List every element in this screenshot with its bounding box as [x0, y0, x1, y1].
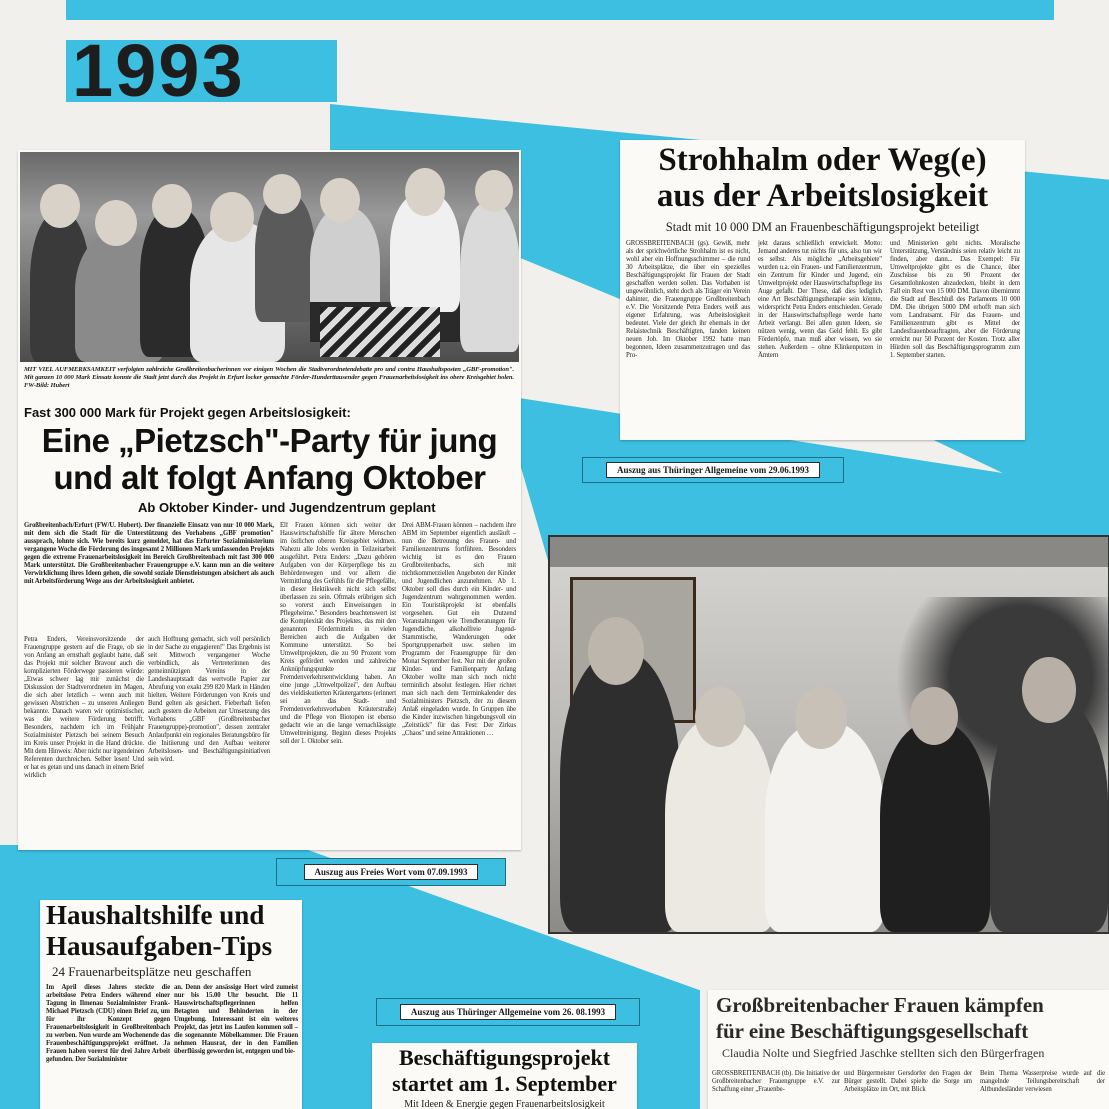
- source-freies-wort: Auszug aus Freies Wort vom 07.09.1993: [276, 858, 506, 886]
- source-thueringer-allgemeine-june: Auszug aus Thüringer Allgemeine vom 29.06.1993: [582, 457, 844, 483]
- headline: [372, 1045, 637, 1097]
- headline-line-1: Eine „Pietzsch"-Party für jung: [41, 422, 498, 459]
- kicker: Fast 300 000 Mark für Projekt gegen Arbeitslosigkeit:: [24, 405, 351, 420]
- text-column-1: Petra Enders, Vereinsvorsitzende der Frauengruppe gestern auf die Frage, ob sie von Anfang an ernsthaft geglaubt hatte, daß das Projekt mit solcher Bravour auch die komplizierten Förderwege passieren würde: „Etwas schwer lag mir zunächst die Diskussion der Stadtverordneten im Magen, die sich aber letztlich – wenn auch mit gewissen Abstrichen – zu unseren Anliegen bekannte. Danach waren wir optimistischer, was die weitere Förderung betrifft. Besonders, nachdem ich im Frühjahr Sozialminister Pietzsch bei seinem Besuch im Kreis unser Projekt in die Hand drückte. Mit dem Hinweis: Aber nicht nur irgendeinen Referenten durchreichen. Selber lesen! Und er hat es getan und uns danach in einem Brief wirklich: [24, 636, 144, 779]
- text-column-4: Drei ABM-Frauen können – nachdem ihre ABM im September eigentlich ausläuft – nun die Betreuung des Frauen- und Familienzentrums fortführen. Besonders wichtig ist es den Frauen Großbreitenbachs, sich mit nichtkommerziellen Angeboten der Kinder und Jugendlichen anzunehmen. Ab 1. Oktober soll dies durch ein Kinder- und Jugendzentrum wahrgenommen werden. Ein Touristikprojekt ist ebenfalls vorgesehen. Gut ein Dutzend Veranstaltungen wie Trendberatungen für Jugendliche, alkoholfreie Jugend-Stammtische, Wanderungen oder Sportgruppenarbeit usw. stehen im Programm der Frauengruppe für den Monat September fest. Nur mit der großen Kinder- und Familienparty Anfang Oktober wollte man sich noch nicht terminlich absolut festlegen. Hier richtet man sich nach dem Terminkalender des Sozialministers Pietzsch, der zu diesem Anlaß eingeladen wurde. In Gruppen übe die Kinder inzwischen hingebungsvoll ein „Zeitstück" für das Fest: Der Zirkus „Chaos" und seine Attraktionen …: [402, 522, 516, 737]
- headline: [46, 900, 302, 962]
- headline-line-1: Strohhalm oder Weg(e): [658, 142, 987, 178]
- text-column-1: GROSSBREITENBACH (tb). Die Initiative der Großbreitenbacher Frauengruppe e.V. zur Schaffung einer „Frauenbe-: [712, 1070, 840, 1093]
- headline-line-1: Beschäftigungsprojekt: [398, 1045, 611, 1070]
- headline-line-2: aus der Arbeitslosigkeit: [656, 178, 989, 214]
- article-gesellschaft: [708, 990, 1109, 1109]
- headline: [716, 992, 1109, 1044]
- photo-women-meeting: [20, 152, 519, 362]
- photo-caption: MIT VIEL AUFMERKSAMKEIT verfolgten zahlreiche Großbreitenbacherinnen vor einigen Wochen die Stadtverordnetendebatte pro und contra Haushaltsposten „GBF-promotion". Mit ganzen 10 000 Mark Einsatz konnte die Stadt jetzt durch das Projekt in Erfurt locker gemachte Förder-Hunderttausender gegen Frauenarbeitslosigkeit ins obere Kreisgebiet holen. FW-Bild: Hubert: [24, 366, 514, 389]
- article-start: [372, 1043, 637, 1109]
- headline: [18, 422, 521, 496]
- subheadline: Mit Ideen & Energie gegen Frauenarbeitslosigkeit: [404, 1099, 605, 1109]
- year-heading: 1993: [66, 40, 337, 102]
- article-strohhalm: [620, 140, 1025, 440]
- text-column-2: jekt daraus schließlich entwickelt. Motto: Jemand anderes tut nichts für uns, also tun wir es selbst. Als mögliche „Arbeitsgebiete" wurden u.a. ein Frauen- und Familienzentrum, ein Zentrum für Kinder und Jugend, ein Umweltprojekt oder Hauswirtschaftspflege ins Auge gefaßt. Der These, daß dies lediglich eine Art Beschäftigungstherapie sein könnte, widerspricht Petra Enders entschieden. Gerade in der Hauswirtschaftspflege werde harte Arbeit verlangt. Bei allen guten Ideen, sie nützen wenig, wenn das Geld fehlt. Es gibt Fördertöpfe, man muß aber wissen, wo sie stehen. Außerdem – ohne Klinkenputzen in Ämtern: [758, 240, 882, 359]
- text-column-2: an. Denn der ansässige Hort wird zumeist nur bis 15.00 Uhr besucht. Die 11 Hauswirtschaftspflegerinnen helfen Betagten und Behinderten in der Umgebung. Interessant ist ein weiteres Projekt, das jetzt ins Laufen kommen soll – die sogenannte Möbelkammer. Die Frauen nehmen Hausrat, der in den Familien überflüssig geworden ist, entgegen und bie-: [174, 984, 298, 1055]
- top-accent-band: [66, 0, 1054, 20]
- article-haushalt: [40, 900, 302, 1109]
- subheadline: Ab Oktober Kinder- und Jugendzentrum geplant: [138, 500, 436, 515]
- text-column-1: GROSSBREITENBACH (gs). Gewiß, mehr als der sprichwörtliche Strohhalm ist es nicht, wohl aber ein Hoffnungsschimmer – die rund 30 Arbeitsplätze, die über ein spezielles Beschäftigungsprojekt für Frauen der Stadt geschaffen werden sollen. Das Vorhaben ist ungewöhnlich, steht doch als Träger ein Verein dahinter, die Frauengruppe Großbreitenbach e.V. Die Vorsitzende Petra Enders weiß aus eigener Erfahrung, was Arbeitslosigkeit bedeutet. Viele der gleich ihr ehemals in der Relaistechnik Beschäftigten, fanden keinen neuen Job. Im Oktober 1992 hatte man begonnen, Ideen zusammenzutragen und das Pro-: [626, 240, 750, 359]
- text-column-3: Beim Thema Wasserpreise wurde auf die mangelnde Teilungsbereitschaft der Altbundesländer verwiesen: [980, 1070, 1105, 1093]
- article-pietzsch: [18, 150, 521, 850]
- subheadline: 24 Frauenarbeitsplätze neu geschaffen: [52, 964, 252, 979]
- headline-line-2: und alt folgt Anfang Oktober: [53, 459, 486, 496]
- headline-line-1: Haushaltshilfe und: [46, 900, 265, 930]
- text-column-2: auch Hoffnung gemacht, sich voll persönlich in der Sache zu engagieren!" Das Ergebnis ist seit Mittwoch vergangener Woche verbindlich, als Vertreterinnen des gemeinnützigen Vereins in der Landeshauptstadt das wertvolle Papier zur Abrufung von exakt 299 820 Mark in Händen hielten. Weitere Förderungen von Kreis und Bund gelten als gesichert. Fieberhaft liefen auch gestern die Arbeiten zur Umsetzung des Vorhabens „GBF (Großbreitenbacher Frauengruppe)-promotion", dessen zentraler Anlaufpunkt ein regionales Beratungsbüro für die Initiierung und den Aufbau weiterer Arbeitslosen- und Beschäftigungsinitiativen sein wird.: [148, 636, 270, 763]
- text-column-3: und Ministerien geht nichts. Moralische Unterstützung, Verständnis seien relativ leicht zu finden, aber dann... Das Exempel: Für Umweltprojekte gibt es die Chance, über Zuschüsse bis zu 90 Prozent der Gesamtlohnkosten abzudecken, bleibt in dem Fall ein Rest von 15 000 DM. Davon übernimmt die Stadt auf Beschluß des Parlaments 10 000 DM. Die übrigen 5000 DM erhofft man sich vom Landratsamt. Für das Frauen- und Familienzentrum gibt es Mittel der Landesfrauenbeauftragten, aber die Förderung erreicht nur 50 Porzent der Kosten. Trotz aller Hürden soll das Beschäftigungsprogramm zum 1. September starten.: [890, 240, 1020, 359]
- text-column-1: Im April dieses Jahres steckte die arbeitslose Petra Enders während einer Tagung in Ilmenau Sozialminister Frank-Michael Pietzsch (CDU) einen Brief zu, um für ihr Konzept gegen Frauenarbeitslosigkeit in Großbreitenbach zu werben. Nun wurde am Wochenende das Frauenbeschäftigungsprojekt eröffnet. Ja Frauen haben vorerst für drei Jahre Arbeit gefunden. Der Sozialminister: [46, 984, 170, 1063]
- headline-line-2: für eine Beschäftigungsgesellschaft: [716, 1019, 1029, 1043]
- subheadline: Stadt mit 10 000 DM an Frauenbeschäftigungsprojekt beteiligt: [665, 220, 980, 234]
- headline-line-2: Hausaufgaben-Tips: [46, 931, 273, 961]
- headline: [620, 142, 1025, 214]
- text-column-3: Elf Frauen können sich weiter der Hauswirtschaftshilfe für ältere Menschen im östlichen oberen Kreisgebiet widmen. Nahezu alle Jobs werden in Teilzeitarbeit ausgeführt. Petra Enders: „Dazu gehören Aufgaben von der Körperpflege bis zu Behördenwegen und vor allem die Vermittlung des Gefühls für die Pflegefälle, in dieser Hektikwelt nicht sich selbst überlassen zu sein. Oftmals erübrigen sich so vorerst auch Einweisungen in Pflegeheime." Besonders beachtenswert ist die Komplexität des Projektes, das mit den genannten Fördermitteln in vielen Bereichen auch die Aufgaben der Kommune unterstützt. So bei Umweltprojekten, die zu 90 Prozent vom Kreis gefördert werden und zahlreiche Anknüpfungspunkte zur Fremdenverkehrsentwicklung haben. An eine junge „Umweltpolizei", den Aufbau des vieldiskutierten Kräutergartens (erinnert sei an das Stadt- und Fremdenverkehrsvorhaben Kräuterstraße) und die Pflege von Biotopen ist ebenso gedacht wie an die lange vernachlässigte Umweltreinigung. Beginn dieses Projekts soll der 1. Oktober sein.: [280, 522, 396, 745]
- headline-line-1: Großbreitenbacher Frauen kämpfen: [716, 993, 1044, 1017]
- lead-paragraph: Großbreitenbach/Erfurt (FW/U. Hubert). Der finanzielle Einsatz von nur 10 000 Mark, mit dem sich die Stadt für die Unterstützung des Vorhabens „GBF promotion" aussprach, lohnte sich. Wie bereits kurz gemeldet, hat das Erfurter Sozialministerium vergangene Woche die Förderung des insgesamt 2 Millionen Mark umfassenden Projekts gegen die extreme Frauenarbeitslosigkeit im Bereich Großbreitenbach mit fast 300 000 Mark unterstützt. Die Großbreitenbacher Frauengruppe e.V. kann nun an die weitere Verwirklichung ihres Ideen gehen, die sowohl soziale Dienstleistungen absichert als auch mit Arbeitsförderung Wege aus der Arbeitslosigkeit anbietet.: [24, 522, 274, 585]
- source-thueringer-allgemeine-august: Auszug aus Thüringer Allgemeine vom 26. 08.1993: [376, 998, 640, 1026]
- text-column-2: und Bürgermeister Gersdorfer den Fragen der Bürger gestellt. Dabei spielte die Sorge um Arbeitsplätze im Ort, mit Blick: [844, 1070, 972, 1093]
- subheadline: Claudia Nolte und Siegfried Jaschke stellten sich den Bürgerfragen: [722, 1046, 1045, 1060]
- photo-credit: FW-Bild: Hubert: [24, 382, 70, 389]
- photo-group-portrait: [548, 535, 1109, 934]
- headline-line-2: startet am 1. September: [392, 1071, 617, 1096]
